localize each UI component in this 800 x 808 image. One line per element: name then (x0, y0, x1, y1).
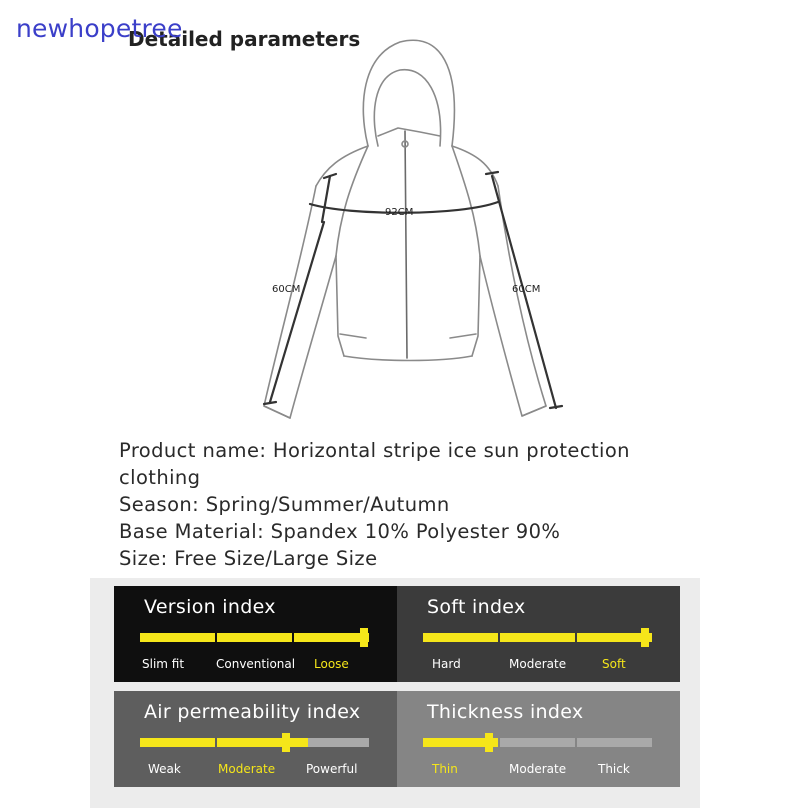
scale-label-selected: Moderate (218, 762, 276, 776)
watermark-text: newhopetree (16, 14, 183, 43)
index-panel-row (90, 686, 700, 808)
scale-segment (217, 738, 292, 747)
air-permeability-index-panel (114, 691, 397, 787)
scale-segment (500, 738, 575, 747)
scale-segment (140, 633, 215, 642)
index-scale (140, 633, 372, 642)
spec-line: Base Material: Spandex 10% Polyester 90% (119, 520, 561, 543)
soft-index-panel (397, 586, 680, 682)
scale-label: Hard (432, 657, 461, 671)
scale-segment (500, 633, 575, 642)
scale-label: Slim fit (142, 657, 185, 671)
spec-line: Season: Spring/Summer/Autumn (119, 493, 450, 516)
scale-label-selected: Soft (602, 657, 626, 671)
scale-label: Powerful (306, 762, 358, 776)
scale-label: Moderate (509, 657, 567, 671)
scale-label: Weak (148, 762, 181, 776)
left-length-measurement: 60CM (272, 284, 301, 295)
scale-segment (577, 738, 652, 747)
scale-marker (641, 628, 649, 647)
section-heading: Detailed parameters (128, 27, 361, 51)
index-panel-row (90, 578, 700, 700)
scale-label: Conventional (216, 657, 296, 671)
scale-segment (217, 633, 292, 642)
right-length-measurement: 60CM (512, 284, 541, 295)
panel-title: Soft index (427, 596, 526, 618)
spec-line: Size: Free Size/Large Size (119, 547, 378, 570)
scale-segment (294, 633, 369, 642)
index-scale (423, 738, 655, 747)
spec-line: clothing (119, 466, 201, 489)
scale-label: Moderate (509, 762, 567, 776)
scale-marker (282, 733, 290, 752)
scale-marker (485, 733, 493, 752)
product-specs (119, 437, 719, 572)
spec-line: Product name: Horizontal stripe ice sun protection (119, 439, 630, 462)
scale-label-selected: Loose (314, 657, 349, 671)
panel-title: Thickness index (427, 701, 584, 723)
panel-title: Version index (144, 596, 276, 618)
chest-measurement: 92CM (385, 207, 414, 218)
thickness-index-panel (397, 691, 680, 787)
index-scale (423, 633, 655, 642)
scale-label: Thick (598, 762, 630, 776)
panel-title: Air permeability index (144, 701, 361, 723)
jacket-line-drawing (240, 36, 570, 426)
scale-marker (360, 628, 368, 647)
scale-label-selected: Thin (432, 762, 458, 776)
scale-segment-partial (290, 738, 308, 747)
scale-segment (140, 738, 215, 747)
index-scale (140, 738, 372, 747)
version-index-panel (114, 586, 397, 682)
scale-segment (423, 633, 498, 642)
